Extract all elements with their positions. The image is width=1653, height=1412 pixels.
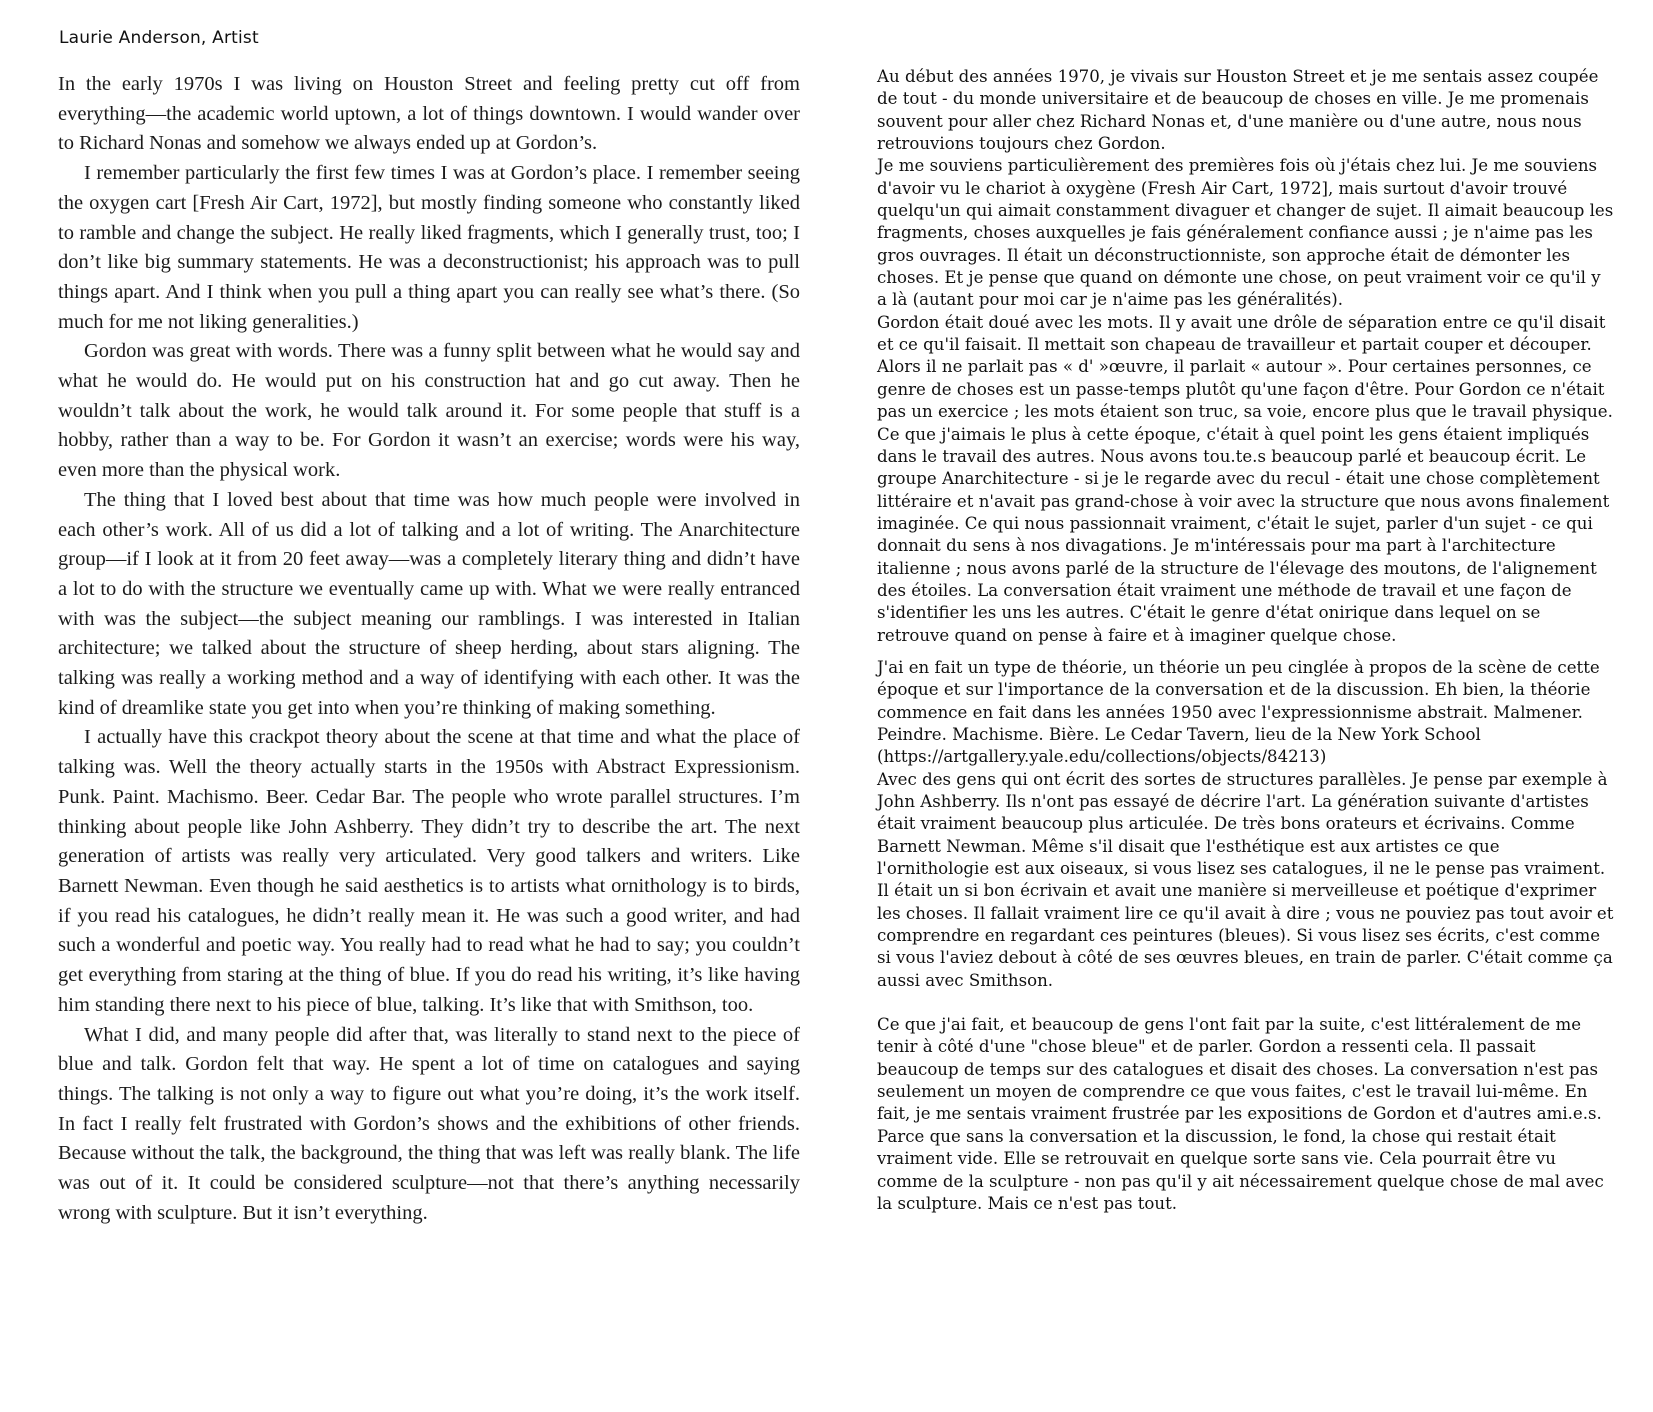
author-header: Laurie Anderson, Artist xyxy=(59,28,259,48)
english-paragraph-1: In the early 1970s I was living on Houston Street and feeling pretty cut off from everything—the academic world uptown, a lot of things downtown. I would wander over to Richard Nonas and somehow we always ended up at Gordon’s. xyxy=(58,73,800,155)
english-paragraph-2: I remember particularly the first few times I was at Gordon’s place. I remember seeing the oxygen cart [Fresh Air Cart, 1972], but mostly finding someone who constantly liked to ramble and change the subject. He really liked fragments, which I generally trust, too; I don’t like big summary statements. He was a deconstructionist; his approach was to pull things apart. And I think when you pull a thing apart you can really see what’s there. (So much for me not liking generalities.) xyxy=(58,162,800,333)
french-paragraph-3: Gordon était doué avec les mots. Il y avait une drôle de séparation entre ce qu'il disait et ce qu'il faisait. Il mettait son chapeau de travailleur et partait couper et découper. Alors il ne parlait pas « d' »œuvre, il parlait « autour ». Pour certaines personnes, ce genre de choses est un passe-temps plutôt qu'une façon d'être. Pour Gordon ce n'était pas un exercice ; les mots étaient son truc, sa voie, encore plus que le travail physique. xyxy=(877,312,1613,422)
french-paragraph-1: Au début des années 1970, je vivais sur Houston Street et je me sentais assez coupée de tout - du monde universitaire et de beaucoup de choses en ville. Je me promenais souvent pour aller chez Richard Nonas et, d'une manière ou d'une autre, nous nous retrouvions toujours chez Gordon. xyxy=(877,67,1599,154)
english-text-column xyxy=(58,70,800,1228)
english-paragraph-6: What I did, and many people did after that, was literally to stand next to the piece of blue and talk. Gordon felt that way. He spent a lot of time on catalogues and saying things. The talking is not only a way to figure out what you’re doing, it’s the work itself. In fact I really felt frustrated with Gordon’s shows and the exhibitions of other friends. Because without the talk, the background, the thing that was left was really blank. The life was out of it. It could be considered sculpture—not that there’s anything necessarily wrong with sculpture. But it isn’t everything. xyxy=(58,1023,800,1224)
french-paragraph-6: Avec des gens qui ont écrit des sortes de structures parallèles. Je pense par exemple à John Ashberry. Ils n'ont pas essayé de décrire l'art. La génération suivante d'artistes était vraiment beaucoup plus articulée. De très bons orateurs et écrivains. Comme Barnett Newman. Même s'il disait que l'esthétique est aux artistes ce que l'ornithologie est aux oiseaux, si vous lisez ses catalogues, il ne le pense pas vraiment. Il était un si bon écrivain et avait une manière si merveilleuse et poétique d'exprimer les choses. Il fallait vraiment lire ce qu'il avait à dire ; vous ne pouviez pas tout avoir et comprendre en regardant ces peintures (bleues). Si vous lisez ses écrits, c'est comme si vous l'aviez debout à côté de ses œuvres bleues, en train de parler. C'était comme ça aussi avec Smithson. xyxy=(877,769,1614,990)
english-paragraph-4: The thing that I loved best about that time was how much people were involved in each other’s work. All of us did a lot of talking and a lot of writing. The Anarchitecture group—if I look at it from 20 feet away—was a completely literary thing and didn’t have a lot to do with the structure we eventually came up with. What we were really entranced with was the subject—the subject meaning our ramblings. I was interested in Italian architecture; we talked about the structure of sheep herding, about stars aligning. The talking was really a working method and a way of identifying with each other. It was the kind of dreamlike state you get into when you’re thinking of making something. xyxy=(58,488,800,719)
english-paragraph-3: Gordon was great with words. There was a funny split between what he would say and what he would do. He would put on his construction hat and go cut away. Then he wouldn’t talk about the work, he would talk around it. For some people that stuff is a hobby, rather than a way to be. For Gordon it wasn’t an exercise; words were his way, even more than the physical work. xyxy=(58,340,800,482)
french-paragraph-4: Ce que j'aimais le plus à cette époque, c'était à quel point les gens étaient impliqués dans le travail des autres. Nous avons tou.te.s beaucoup parlé et beaucoup écrit. Le groupe Anarchitecture - si je le regarde avec du recul - était une chose complètement littéraire et n'avait pas grand-chose à voir avec la structure que nous avons finalement imaginée. Ce qui nous passionnait vraiment, c'était le sujet, parler d'un sujet - ce qui donnait du sens à nos divagations. Je m'intéressais pour ma part à l'architecture italienne ; nous avons parlé de la structure de l'élevage des moutons, de l'alignement des étoiles. La conversation était vraiment une méthode de travail et une façon de s'identifier les uns les autres. C'était le genre d'état onirique dans lequel on se retrouve quand on pense à faire et à imaginer quelque chose. xyxy=(877,424,1610,645)
french-text-column xyxy=(877,66,1614,1215)
french-paragraph-5: J'ai en fait un type de théorie, un théorie un peu cinglée à propos de la scène de cette époque et sur l'importance de la conversation et de la discussion. Eh bien, la théorie commence en fait dans les années 1950 avec l'expressionnisme abstrait. Malmener. Peindre. Machisme. Bière. Le Cedar Tavern, lieu de la New York School (https://artgallery.yale.edu/collections/objects/84213) xyxy=(877,657,1600,767)
english-paragraph-5: I actually have this crackpot theory about the scene at that time and what the place of talking was. Well the theory actually starts in the 1950s with Abstract Expressionism. Punk. Paint. Machismo. Beer. Cedar Bar. The people who wrote parallel structures. I’m thinking about people like John Ashberry. They didn’t try to describe the art. The next generation of artists was really very articulated. Very good talkers and writers. Like Barnett Newman. Even though he said aesthetics is to artists what ornithology is to birds, if you read his catalogues, he didn’t really mean it. He was such a good writer, and had such a wonderful and poetic way. You really had to read what he had to say; you couldn’t get everything from staring at the thing of blue. If you do read his writing, it’s like having him standing there next to his piece of blue, talking. It’s like that with Smithson, too. xyxy=(58,726,800,1016)
french-paragraph-2: Je me souviens particulièrement des premières fois où j'étais chez lui. Je me souviens d'avoir vu le chariot à oxygène (Fresh Air Cart, 1972], mais surtout d'avoir trouvé quelqu'un qui aimait constamment divaguer et changer de sujet. Il aimait beaucoup les fragments, choses auxquelles je fais généralement confiance aussi ; je n'aime pas les gros ouvrages. Il était un déconstructionniste, son approche était de démonter les choses. Et je pense que quand on démonte une chose, on peut vraiment voir ce qu'il y a là (autant pour moi car je n'aime pas les généralités). xyxy=(877,156,1614,310)
french-paragraph-7: Ce que j'ai fait, et beaucoup de gens l'ont fait par la suite, c'est littéralement de me tenir à côté d'une "chose bleue" et de parler. Gordon a ressenti cela. Il passait beaucoup de temps sur des catalogues et disait des choses. La conversation n'est pas seulement un moyen de comprendre ce que vous faites, c'est le travail lui-même. En fait, je me sentais vraiment frustrée par les expositions de Gordon et d'autres ami.e.s. Parce que sans la conversation et la discussion, le fond, la chose qui restait était vraiment vide. Elle se retrouvait en quelque sorte sans vie. Cela pourrait être vu comme de la sculpture - non pas qu'il y ait nécessairement quelque chose de mal avec la sculpture. Mais ce n'est pas tout. xyxy=(877,1015,1604,1213)
